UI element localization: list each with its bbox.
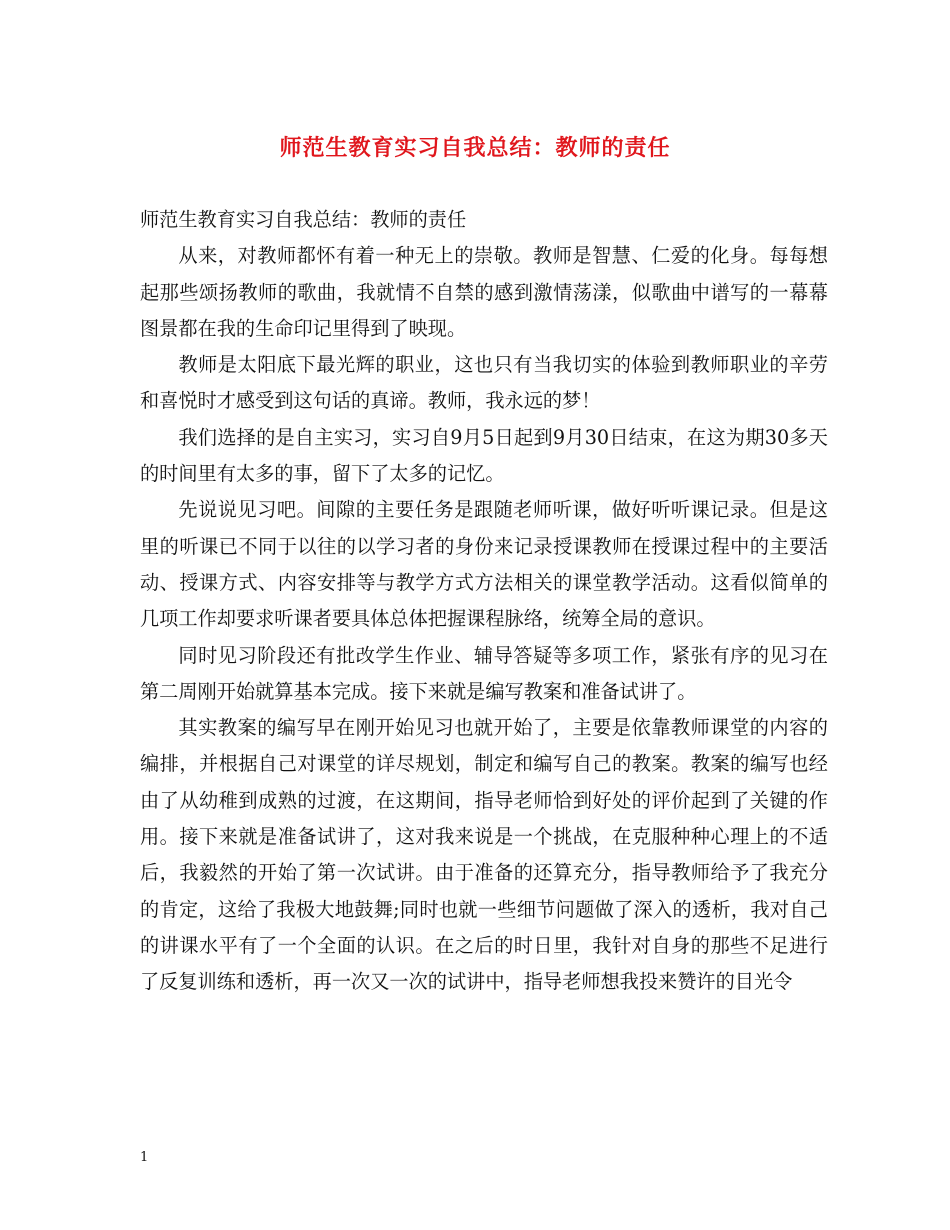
paragraph: 教师是太阳底下最光辉的职业，这也只有当我切实的体验到教师职业的辛劳和喜悦时才感受到这句话的真谛。教师，我永远的梦！ [140, 353, 828, 413]
paragraph: 同时见习阶段还有批改学生作业、辅导答疑等多项工作，紧张有序的见习在第二周刚开始就算基本完成。接下来就是编写教案和准备试讲了。 [140, 643, 828, 703]
paragraph: 先说说见习吧。间隙的主要任务是跟随老师听课，做好听听课记录。但是这里的听课已不同于以往的以学习者的身份来记录授课教师在授课过程中的主要活动、授课方式、内容安排等与教学方式方法相关的课堂教学活动。这看似简单的几项工作却要求听课者要具体总体把握课程脉络，统筹全局的意识。 [140, 498, 828, 631]
document-body [140, 202, 828, 1001]
paragraph: 从来，对教师都怀有着一种无上的崇敬。教师是智慧、仁爱的化身。每每想起那些颂扬教师的歌曲，我就情不自禁的感到激情荡漾，似歌曲中谱写的一幕幕图景都在我的生命印记里得到了映现。 [140, 244, 828, 340]
page-number: 1 [140, 1150, 149, 1165]
paragraph: 我们选择的是自主实习，实习自9月5日起到9月30日结束，在这为期30多天的时间里有太多的事，留下了太多的记忆。 [140, 425, 828, 486]
document-title: 师范生教育实习自我总结：教师的责任 [279, 135, 671, 161]
paragraph: 其实教案的编写早在刚开始见习也就开始了，主要是依靠教师课堂的内容的编排，并根据自己对课堂的详尽规划，制定和编写自己的教案。教案的编写也经由了从幼稚到成熟的过渡，在这期间，指导老师恰到好处的评价起到了关键的作用。接下来就是准备试讲了，这对我来说是一个挑战，在克服种种心理上的不适后，我毅然的开始了第一次试讲。由于准备的还算充分，指导教师给予了我充分的肯定，这给了我极大地鼓舞;同时也就一些细节问题做了深入的透析，我对自己的讲课水平有了一个全面的认识。在之后的时日里，我针对自身的那些不足进行了反复训练和透析，再一次又一次的试讲中，指导老师想我投来赞许的目光令 [140, 716, 828, 994]
document-subtitle: 师范生教育实习自我总结：教师的责任 [140, 208, 467, 231]
